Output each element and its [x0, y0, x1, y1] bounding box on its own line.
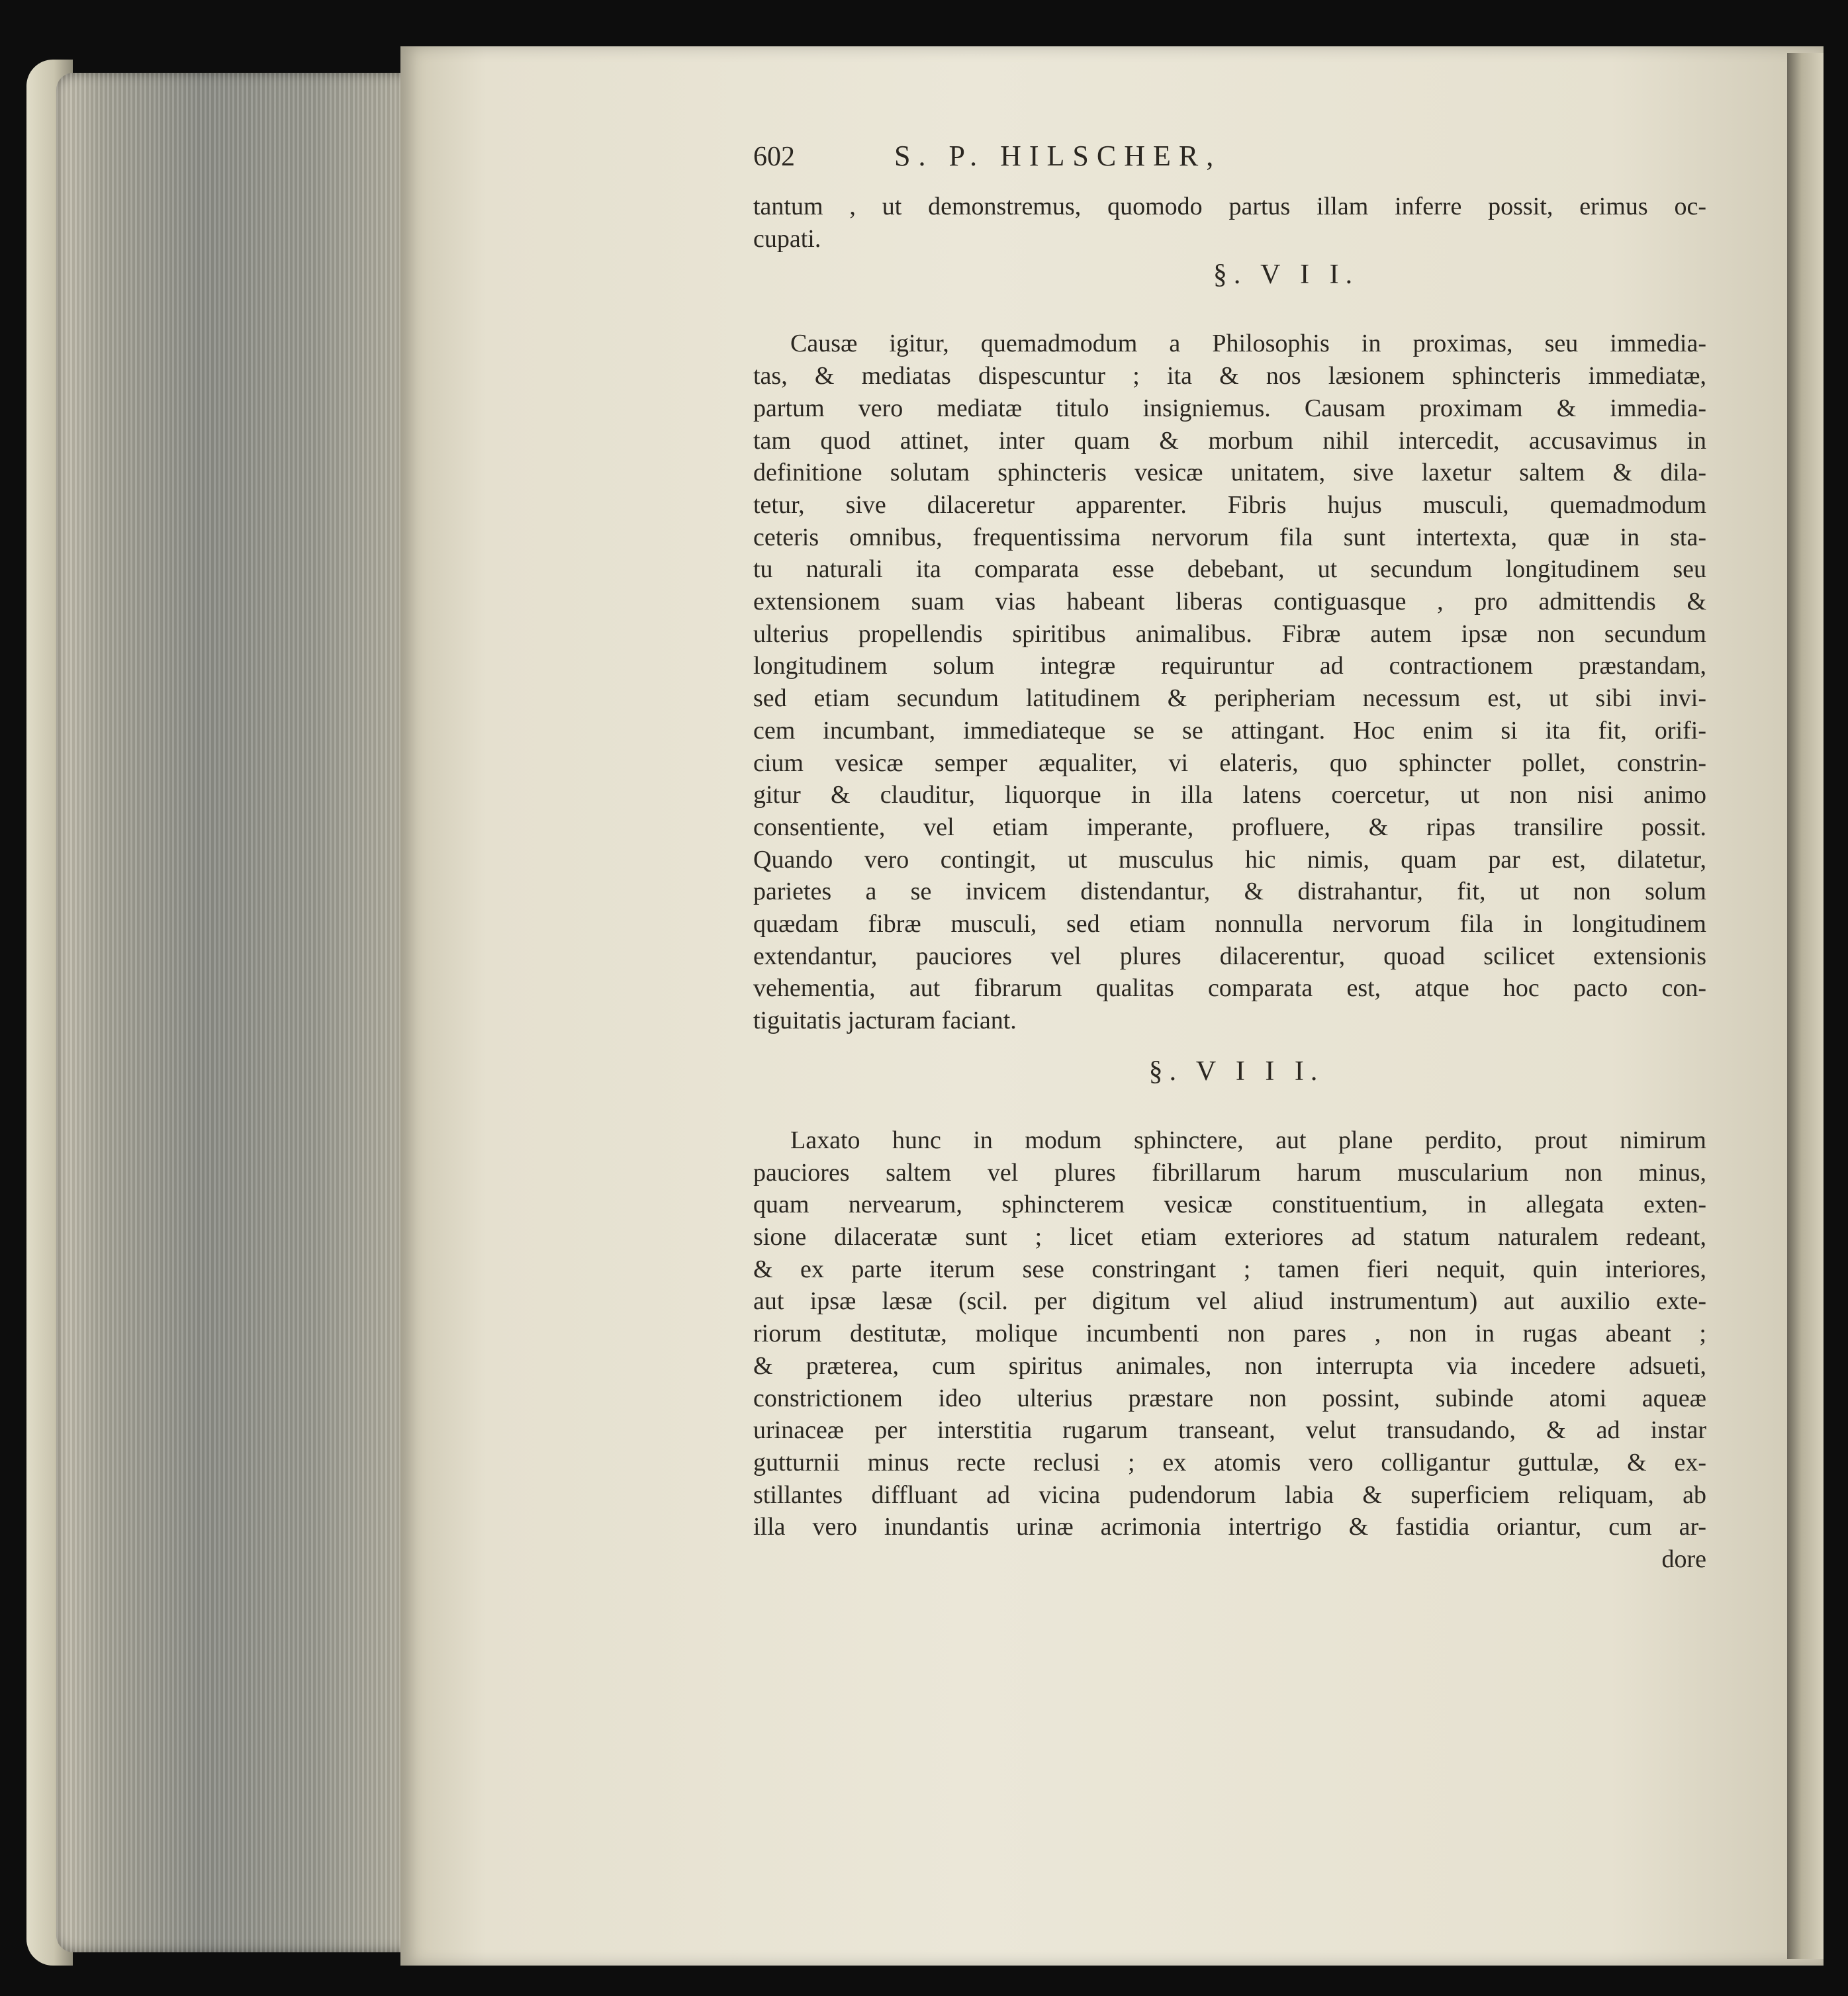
text-line: extensionem suam vias habeant liberas contiguasque , pro admittendis & [753, 588, 1706, 616]
text-line: tantum , ut demonstremus, quomodo partus illam inferre possit, erimus oc- [753, 193, 1706, 220]
text-line: tiguitatis jacturam faciant. [753, 1007, 1017, 1035]
text-line: sed etiam secundum latitudinem & peripheriam necessum est, ut sibi invi- [753, 684, 1706, 713]
text-line: extendantur, pauciores vel plures dilacerentur, quoad scilicet extensionis [753, 942, 1706, 970]
text-line: urinaceæ per interstitia rugarum transeant, velut transudando, & ad instar [753, 1416, 1706, 1445]
facing-page-edge [1787, 53, 1824, 1959]
text-line: longitudinem solum integræ requiruntur ad contractionem præstandam, [753, 652, 1706, 680]
text-line: parietes a se invicem distendantur, & distrahantur, fit, ut non solum [753, 878, 1706, 906]
paragraph-section-viii [753, 1124, 1706, 1576]
page-text [753, 140, 1706, 1576]
text-line: pauciores saltem vel plures fibrillarum harum muscularium non minus, [753, 1158, 1706, 1187]
text-line: definitione solutam sphincteris vesicæ unitatem, sive laxetur saltem & dila- [753, 459, 1706, 487]
text-line: & præterea, cum spiritus animales, non interrupta via incedere adsueti, [753, 1351, 1706, 1380]
text-line: cupati. [753, 224, 821, 253]
text-line: Laxato hunc in modum sphinctere, aut plane perdito, prout nimirum [790, 1126, 1706, 1154]
page-number: 602 [753, 142, 795, 172]
text-line: vehementia, aut fibrarum qualitas comparata est, atque hoc pacto con- [753, 974, 1706, 1003]
text-line: sione dilaceratæ sunt ; licet etiam exteriores ad statum naturalem redeant, [753, 1222, 1706, 1251]
page-header [753, 140, 1706, 180]
text-line: aut ipsæ læsæ (scil. per digitum vel aliud instrumentum) aut auxilio exte- [753, 1287, 1706, 1316]
text-line: ceteris omnibus, frequentissima nervorum fila sunt intertexta, quæ in sta- [753, 523, 1706, 551]
text-line: Causæ igitur, quemadmodum a Philosophis in proximas, seu immedia- [790, 330, 1706, 358]
running-head: S. P. HILSCHER, [894, 140, 1222, 172]
section-heading-viii: §. V I I I. [1148, 1056, 1324, 1087]
text-line: tu naturali ita comparata esse debebant, ut secundum longitudinem seu [753, 555, 1706, 584]
text-line: partum vero mediatæ titulo insigniemus. Causam proximam & immedia- [753, 394, 1706, 422]
text-line: consentiente, vel etiam imperante, profluere, & ripas transilire possit. [753, 813, 1706, 841]
text-line: illa vero inundantis urinæ acrimonia intertrigo & fastidia oriantur, cum ar- [753, 1513, 1706, 1541]
paragraph-section-vii [753, 328, 1706, 1036]
text-line: quam nervearum, sphincterem vesicæ constituentium, in allegata exten- [753, 1191, 1706, 1219]
text-line: Quando vero contingit, ut musculus hic nimis, quam par est, dilatetur, [753, 845, 1706, 874]
page-block-edge [56, 73, 427, 1952]
catchword: dore [1661, 1545, 1706, 1574]
text-line: ulterius propellendis spiritibus animalibus. Fibræ autem ipsæ non secundum [753, 619, 1706, 648]
text-line: tetur, sive dilaceretur apparenter. Fibris hujus musculi, quemadmodum [753, 490, 1706, 519]
text-line: & ex parte iterum sese constringant ; tamen fieri nequit, quin interiores, [753, 1255, 1706, 1283]
text-line: riorum destitutæ, molique incumbenti non pares , non in rugas abeant ; [753, 1320, 1706, 1348]
text-line: gutturnii minus recte reclusi ; ex atomis vero colligantur guttulæ, & ex- [753, 1448, 1706, 1476]
text-line: quædam fibræ musculi, sed etiam nonnulla nervorum fila in longitudinem [753, 910, 1706, 938]
text-line: gitur & clauditur, liquorque in illa latens coercetur, ut non nisi animo [753, 781, 1706, 809]
text-line: tam quod attinet, inter quam & morbum nihil intercedit, accusavimus in [753, 426, 1706, 455]
text-line: tas, & mediatas dispescuntur ; ita & nos læsionem sphincteris immediatæ, [753, 362, 1706, 390]
text-line: cem incumbant, immediateque se se attingant. Hoc enim si ita fit, orifi- [753, 716, 1706, 745]
text-line: stillantes diffluant ad vicina pudendorum labia & superficiem reliquam, ab [753, 1480, 1706, 1509]
text-line: cium vesicæ semper æqualiter, vi elateris, quo sphincter pollet, constrin- [753, 748, 1706, 777]
section-heading-vii: §. V I I. [1213, 259, 1360, 291]
text-line: constrictionem ideo ulterius præstare non possint, subinde atomi aqueæ [753, 1384, 1706, 1412]
